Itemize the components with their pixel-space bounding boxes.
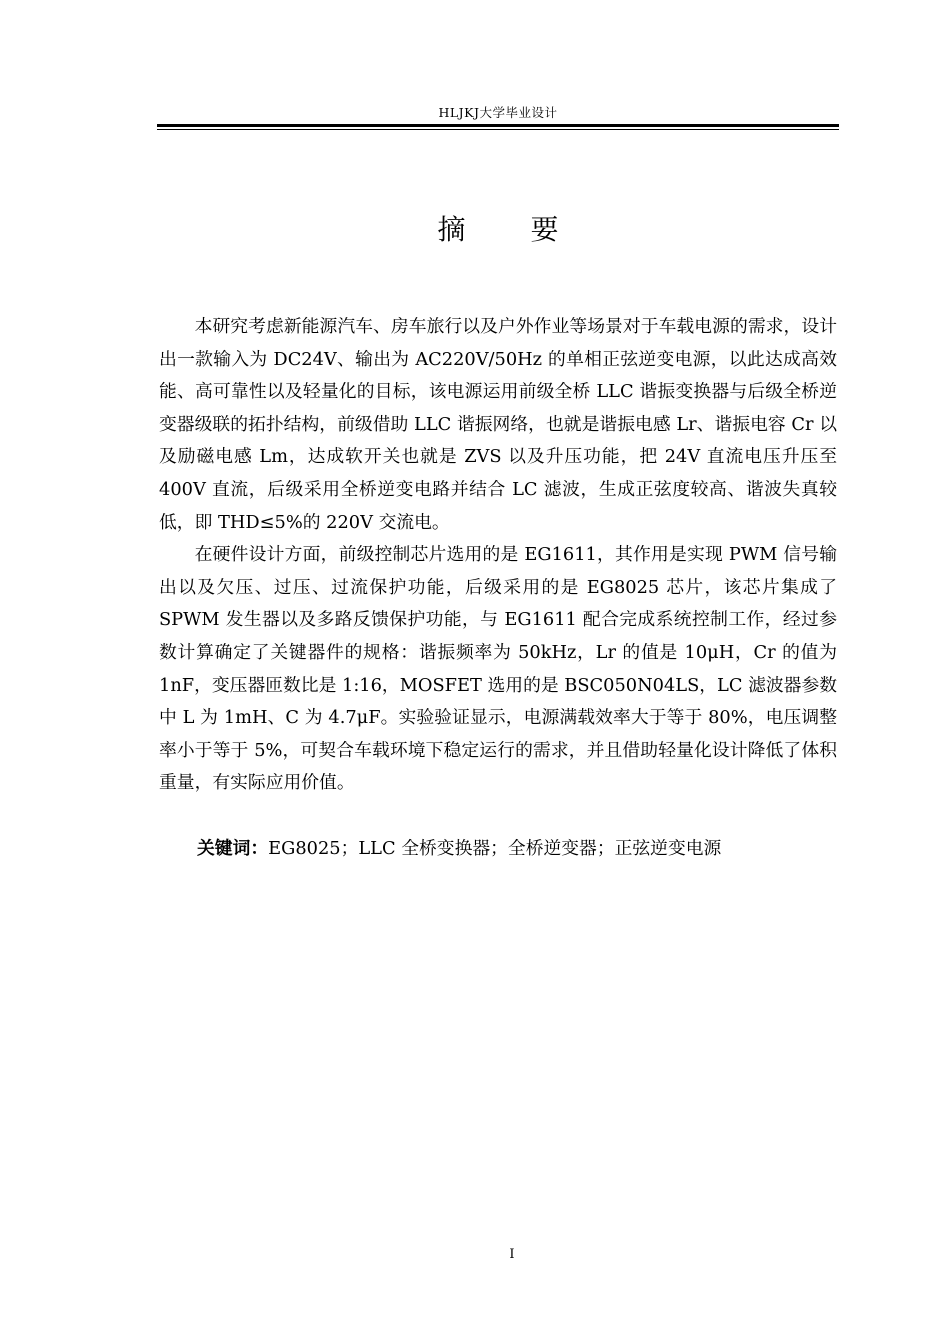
abstract-paragraph-1: 本研究考虑新能源汽车、房车旅行以及户外作业等场景对于车载电源的需求，设计出一款输入为 DC24V、输出为 AC220V/50Hz 的单相正弦逆变电源，以此达成高效能、高可靠性以及轻量化的目标，该电源运用前级全桥 LLC 谐振变换器与后级全桥逆变器级联的拓扑结构，前级借助 LLC 谐振网络，也就是谐振电感 Lr、谐振电容 Cr 以及励磁电感 Lm，达成软开关也就是 ZVS 以及升压功能，把 24V 直流电压升压至 400V 直流，后级采用全桥逆变电路并结合 LC 滤波，生成正弦度较高、谐波失真较低，即 THD≤5%的 220V 交流电。 [159, 316, 837, 533]
keywords-line [197, 833, 837, 865]
header-rule-thick [157, 124, 839, 127]
keywords-text: EG8025；LLC 全桥变换器；全桥逆变器；正弦逆变电源 [268, 838, 722, 859]
abstract-paragraph-2: 在硬件设计方面，前级控制芯片选用的是 EG1611，其作用是实现 PWM 信号输出以及欠压、过压、过流保护功能，后级采用的是 EG8025 芯片，该芯片集成了 SPWM 发生器以及多路反馈保护功能，与 EG1611 配合完成系统控制工作，经过参数计算确定了关键器件的规格：谐振频率为 50kHz，Lr 的值是 10μH，Cr 的值为 1nF，变压器匝数比是 1:16，MOSFET 选用的是 BSC050N04LS，LC 滤波器参数中 L 为 1mH、C 为 4.7μF。实验验证显示，电源满载效率大于等于 80%，电压调整率小于等于 5%，可契合车载环境下稳定运行的需求，并且借助轻量化设计降低了体积重量，有实际应用价值。 [159, 544, 838, 794]
header-rule-thin [157, 129, 839, 130]
page-number: I [509, 1247, 515, 1262]
abstract-body [159, 311, 837, 800]
abstract-title: 摘 要 [437, 213, 587, 246]
keywords-label: 关键词： [197, 838, 269, 859]
running-header: HLJKJ大学毕业设计 [438, 105, 558, 120]
